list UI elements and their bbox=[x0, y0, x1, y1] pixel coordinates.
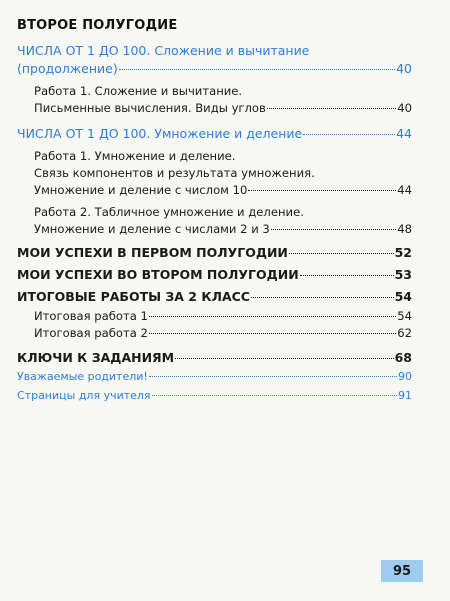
leader-dots bbox=[271, 229, 396, 230]
leader-dots bbox=[119, 69, 395, 70]
toc-entry-label: МОИ УСПЕХИ В ПЕРВОМ ПОЛУГОДИИ bbox=[17, 245, 288, 260]
toc-entry[interactable] bbox=[34, 309, 412, 323]
toc-entry[interactable] bbox=[17, 126, 412, 141]
toc-entry[interactable] bbox=[17, 267, 412, 282]
page-number-badge: 95 bbox=[381, 560, 423, 582]
toc-entry-label: Работа 2. Табличное умножение и деление. bbox=[34, 205, 304, 219]
toc-entry-label: МОИ УСПЕХИ ВО ВТОРОМ ПОЛУГОДИИ bbox=[17, 267, 299, 282]
toc-entry-label: (продолжение) bbox=[17, 61, 118, 76]
leader-dots bbox=[175, 358, 393, 359]
toc-entry-label: Связь компонентов и результата умножения. bbox=[34, 166, 315, 180]
toc-entry[interactable] bbox=[17, 61, 412, 76]
toc-page-number: 48 bbox=[397, 222, 412, 236]
toc-entry-label: Итоговая работа 2 bbox=[34, 326, 148, 340]
toc-page-number: 44 bbox=[396, 126, 412, 141]
toc-page-number: 62 bbox=[397, 326, 412, 340]
leader-dots bbox=[149, 376, 397, 377]
leader-dots bbox=[300, 275, 394, 276]
toc-entry-label: Уважаемые родители! bbox=[17, 370, 148, 383]
leader-dots bbox=[303, 134, 395, 135]
toc-entry-label: ЧИСЛА ОТ 1 ДО 100. Сложение и вычитание bbox=[17, 43, 310, 58]
toc-page-number: 90 bbox=[398, 370, 412, 383]
toc-entry[interactable] bbox=[17, 245, 412, 260]
toc-entry-label: Страницы для учителя bbox=[17, 389, 151, 402]
leader-dots bbox=[267, 108, 396, 109]
leader-dots bbox=[149, 316, 396, 317]
toc-entry[interactable] bbox=[17, 389, 412, 402]
leader-dots bbox=[149, 333, 396, 334]
toc-page-number: 91 bbox=[398, 389, 412, 402]
toc-entry-label: Умножение и деление с числом 10 bbox=[34, 183, 248, 197]
toc-entry-label: Работа 1. Умножение и деление. bbox=[34, 149, 236, 163]
toc-entry[interactable] bbox=[34, 326, 412, 340]
toc-entry-label: ИТОГОВЫЕ РАБОТЫ ЗА 2 КЛАСС bbox=[17, 289, 250, 304]
toc-entry[interactable] bbox=[17, 370, 412, 383]
toc-entry-label: Умножение и деление с числами 2 и 3 bbox=[34, 222, 270, 236]
leader-dots bbox=[248, 190, 396, 191]
leader-dots bbox=[152, 395, 397, 396]
toc-entry[interactable] bbox=[34, 183, 412, 197]
toc-entry-label: КЛЮЧИ К ЗАДАНИЯМ bbox=[17, 350, 175, 365]
leader-dots bbox=[289, 253, 394, 254]
leader-dots bbox=[251, 297, 394, 298]
toc-entry[interactable] bbox=[17, 289, 412, 304]
toc-page-number: 53 bbox=[394, 267, 412, 282]
toc-entry-label: ЧИСЛА ОТ 1 ДО 100. Умножение и деление bbox=[17, 126, 303, 141]
toc-page-number: 54 bbox=[394, 289, 412, 304]
toc-entry-label: Работа 1. Сложение и вычитание. bbox=[34, 84, 243, 98]
toc-entry[interactable] bbox=[34, 101, 412, 115]
toc-page-number: 40 bbox=[397, 101, 412, 115]
toc-entry-label: Письменные вычисления. Виды углов bbox=[34, 101, 266, 115]
toc-entry[interactable] bbox=[34, 222, 412, 236]
toc-entry[interactable] bbox=[17, 350, 412, 365]
section-heading: ВТОРОЕ ПОЛУГОДИЕ bbox=[17, 18, 178, 33]
toc-entry-label: Итоговая работа 1 bbox=[34, 309, 148, 323]
toc-page-number: 68 bbox=[394, 350, 412, 365]
toc-page-number: 52 bbox=[394, 245, 412, 260]
toc-page-number: 44 bbox=[397, 183, 412, 197]
toc-page-number: 40 bbox=[396, 61, 412, 76]
toc-page-number: 54 bbox=[397, 309, 412, 323]
